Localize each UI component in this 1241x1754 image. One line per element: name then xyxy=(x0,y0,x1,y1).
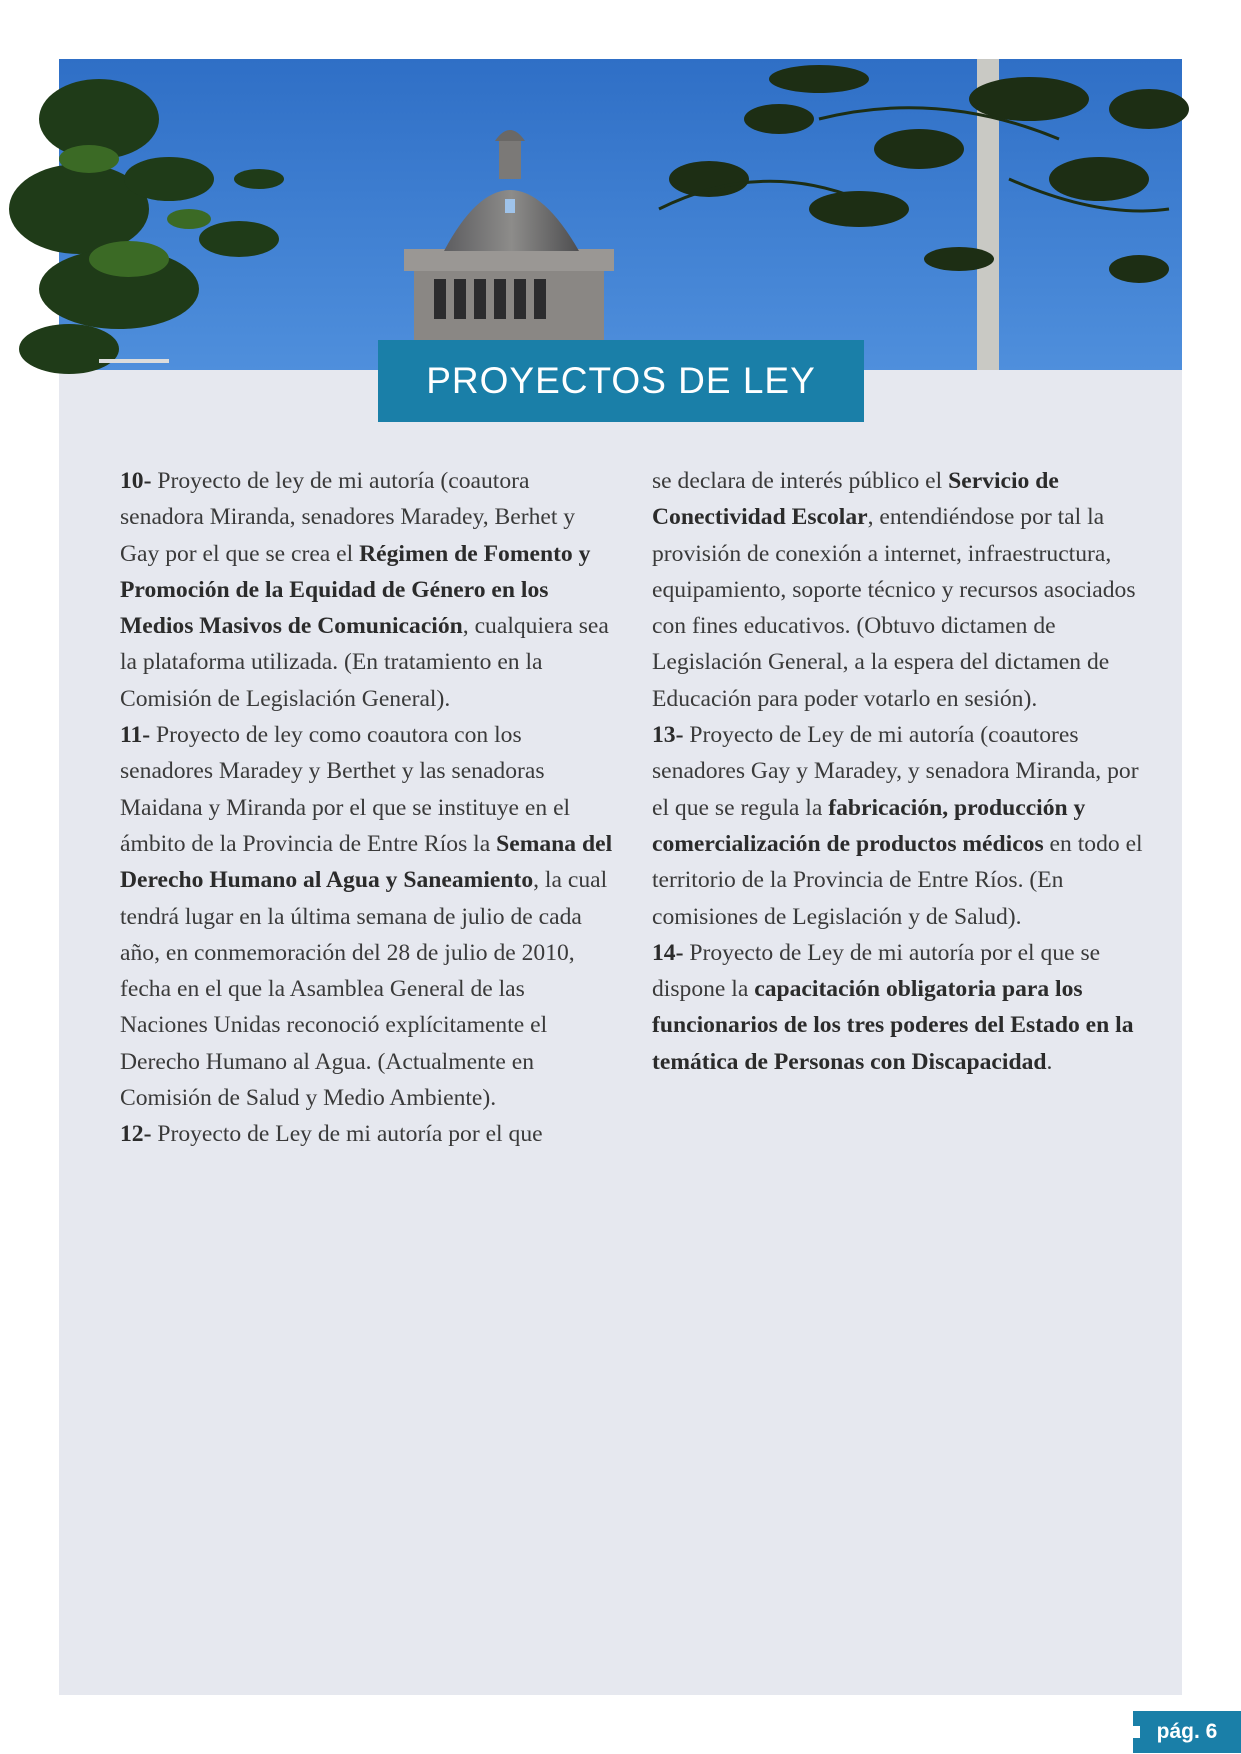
column-left xyxy=(120,463,618,1153)
law-item-10 xyxy=(120,463,618,717)
item-highlight: fabricación, producción y comercialización de productos médicos xyxy=(652,794,1086,857)
item-text: Proyecto de ley de mi autoría (coautora senadora Miranda, senadores Maradey, Berhet y Gay por el que se crea el xyxy=(120,468,576,567)
item-text: se declara de interés público el xyxy=(652,468,949,494)
column-right xyxy=(652,463,1150,1080)
item-highlight: capacitación obligatoria para los funcionarios de los tres poderes del Estado en la temática de Personas con Discapacidad xyxy=(652,976,1134,1075)
item-text: Proyecto de Ley de mi autoría por el que se dispone la xyxy=(652,939,1101,1003)
law-item-12-cont xyxy=(652,463,1150,717)
section-title: PROYECTOS DE LEY xyxy=(426,360,816,401)
item-text: Proyecto de Ley de mi autoría (coautores senadores Gay y Maradey, y senadora Miranda, por el que se regula la xyxy=(652,722,1139,821)
item-highlight: Servicio de Conectividad Escolar xyxy=(652,468,1059,531)
law-item-13 xyxy=(652,717,1150,935)
item-text: Proyecto de ley como coautora con los senadores Maradey y Berthet y las senadoras Maidana y Miranda por el que se instituye en el ámbito de la Provincia de Entre Ríos la xyxy=(120,722,571,857)
law-item-11 xyxy=(120,717,618,1116)
page-panel xyxy=(59,59,1218,1743)
item-number: 13- xyxy=(652,722,684,749)
header-photo xyxy=(59,59,1182,370)
badge-notch xyxy=(1133,1726,1140,1738)
item-number: 12- xyxy=(120,1121,152,1148)
item-text: Proyecto de Ley de mi autoría por el que xyxy=(151,1121,543,1148)
law-item-14 xyxy=(652,935,1150,1080)
item-text: . xyxy=(1046,1048,1053,1075)
item-text: en todo el territorio de la Provincia de Entre Ríos. (En comisiones de Legislación y de Salud). xyxy=(652,830,1143,930)
item-text: , entendiéndose por tal la provisión de conexión a internet, infraestructura, equipamiento, soporte técnico y recursos asociados con fines educativos. (Obtuvo dictamen de Legislación General, a la espera del dictamen de Educación para poder votarlo en sesión). xyxy=(652,504,1136,712)
item-number: 10- xyxy=(120,468,152,494)
section-title-banner xyxy=(378,340,864,422)
item-text: , cualquiera sea la plataforma utilizada. (En tratamiento en la Comisión de Legislación General). xyxy=(120,613,609,712)
item-highlight: Régimen de Fomento y Promoción de la Equidad de Género en los Medios Masivos de Comunicación xyxy=(120,540,591,640)
page-number-badge xyxy=(1133,1711,1241,1753)
page-number: pág. 6 xyxy=(1156,1720,1218,1743)
dome-photo-illustration xyxy=(59,59,1182,370)
item-highlight: Semana del Derecho Humano al Agua y Saneamiento xyxy=(120,830,613,894)
item-text: , la cual tendrá lugar en la última semana de julio de cada año, en conmemoración del 28 de julio de 2010, fecha en el que la Asamblea General de las Naciones Unidas reconoció explícitamente el Derecho Humano al Agua. (Actualmente en Comisión de Salud y Medio Ambiente). xyxy=(120,867,608,1112)
law-item-12-start xyxy=(120,1116,618,1152)
item-number: 14- xyxy=(652,939,684,966)
item-number: 11- xyxy=(120,722,151,749)
